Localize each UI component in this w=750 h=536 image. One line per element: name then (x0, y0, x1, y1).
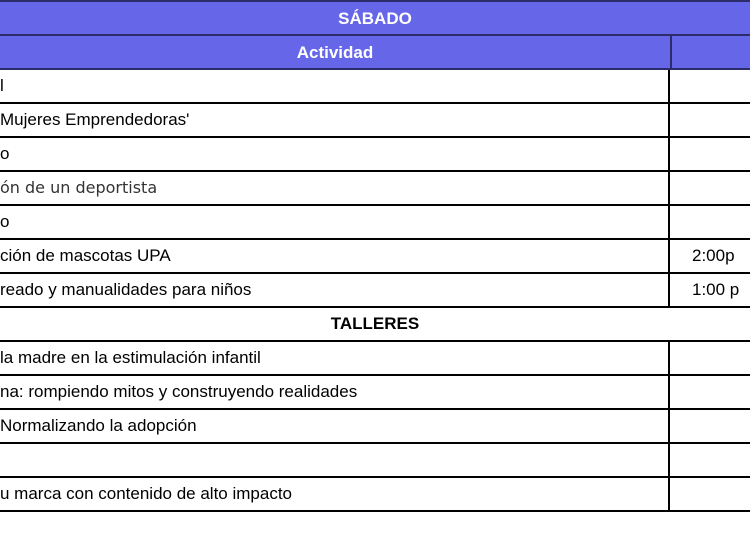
table-row (0, 274, 750, 308)
activity-text: la madre en la estimulación infantil (0, 348, 261, 367)
activity-cell (0, 206, 670, 240)
table-row (0, 172, 750, 206)
time-cell (670, 70, 750, 104)
column-header-row (0, 36, 750, 70)
activity-cell (0, 444, 670, 478)
activity-text: reado y manualidades para niños (0, 280, 252, 299)
time-cell (670, 376, 750, 410)
talleres-section-header (0, 308, 750, 342)
table-row (0, 376, 750, 410)
day-header (0, 0, 750, 36)
activity-text: l (0, 76, 4, 95)
time-cell (670, 206, 750, 240)
activity-text: o (0, 144, 10, 163)
activity-cell (0, 376, 670, 410)
table-row (0, 70, 750, 104)
time-cell (670, 138, 750, 172)
table-row (0, 138, 750, 172)
activity-cell (0, 172, 670, 206)
activity-cell (0, 240, 670, 274)
activity-cell (0, 138, 670, 172)
time-cell (670, 478, 750, 512)
activity-text: o (0, 212, 10, 231)
time-cell (670, 444, 750, 478)
table-row (0, 240, 750, 274)
day-title: SÁBADO (338, 9, 412, 28)
table-row (0, 342, 750, 376)
time-column-header (670, 36, 750, 68)
activity-cell (0, 478, 670, 512)
activity-cell (0, 274, 670, 308)
table-row (0, 444, 750, 478)
table-row (0, 206, 750, 240)
section-title: TALLERES (330, 314, 420, 333)
activity-column-header: Actividad (296, 43, 374, 62)
activity-cell (0, 410, 670, 444)
activity-text: na: rompiendo mitos y construyendo realidades (0, 382, 358, 401)
activity-text: Normalizando la adopción (0, 416, 197, 435)
time-cell: 1:00 p (670, 274, 750, 308)
table-row (0, 104, 750, 138)
time-cell (670, 172, 750, 206)
activity-cell (0, 104, 670, 138)
activity-text: u marca con contenido de alto impacto (0, 484, 293, 503)
time-cell: 2:00p (670, 240, 750, 274)
activity-text: ción de mascotas UPA (0, 246, 171, 265)
activity-text: ón de un deportista (0, 178, 158, 197)
activity-text: Mujeres Emprendedoras' (0, 110, 190, 129)
time-cell (670, 342, 750, 376)
time-cell (670, 104, 750, 138)
activity-cell (0, 70, 670, 104)
activity-cell (0, 342, 670, 376)
table-row (0, 410, 750, 444)
table-row (0, 478, 750, 512)
time-cell (670, 410, 750, 444)
